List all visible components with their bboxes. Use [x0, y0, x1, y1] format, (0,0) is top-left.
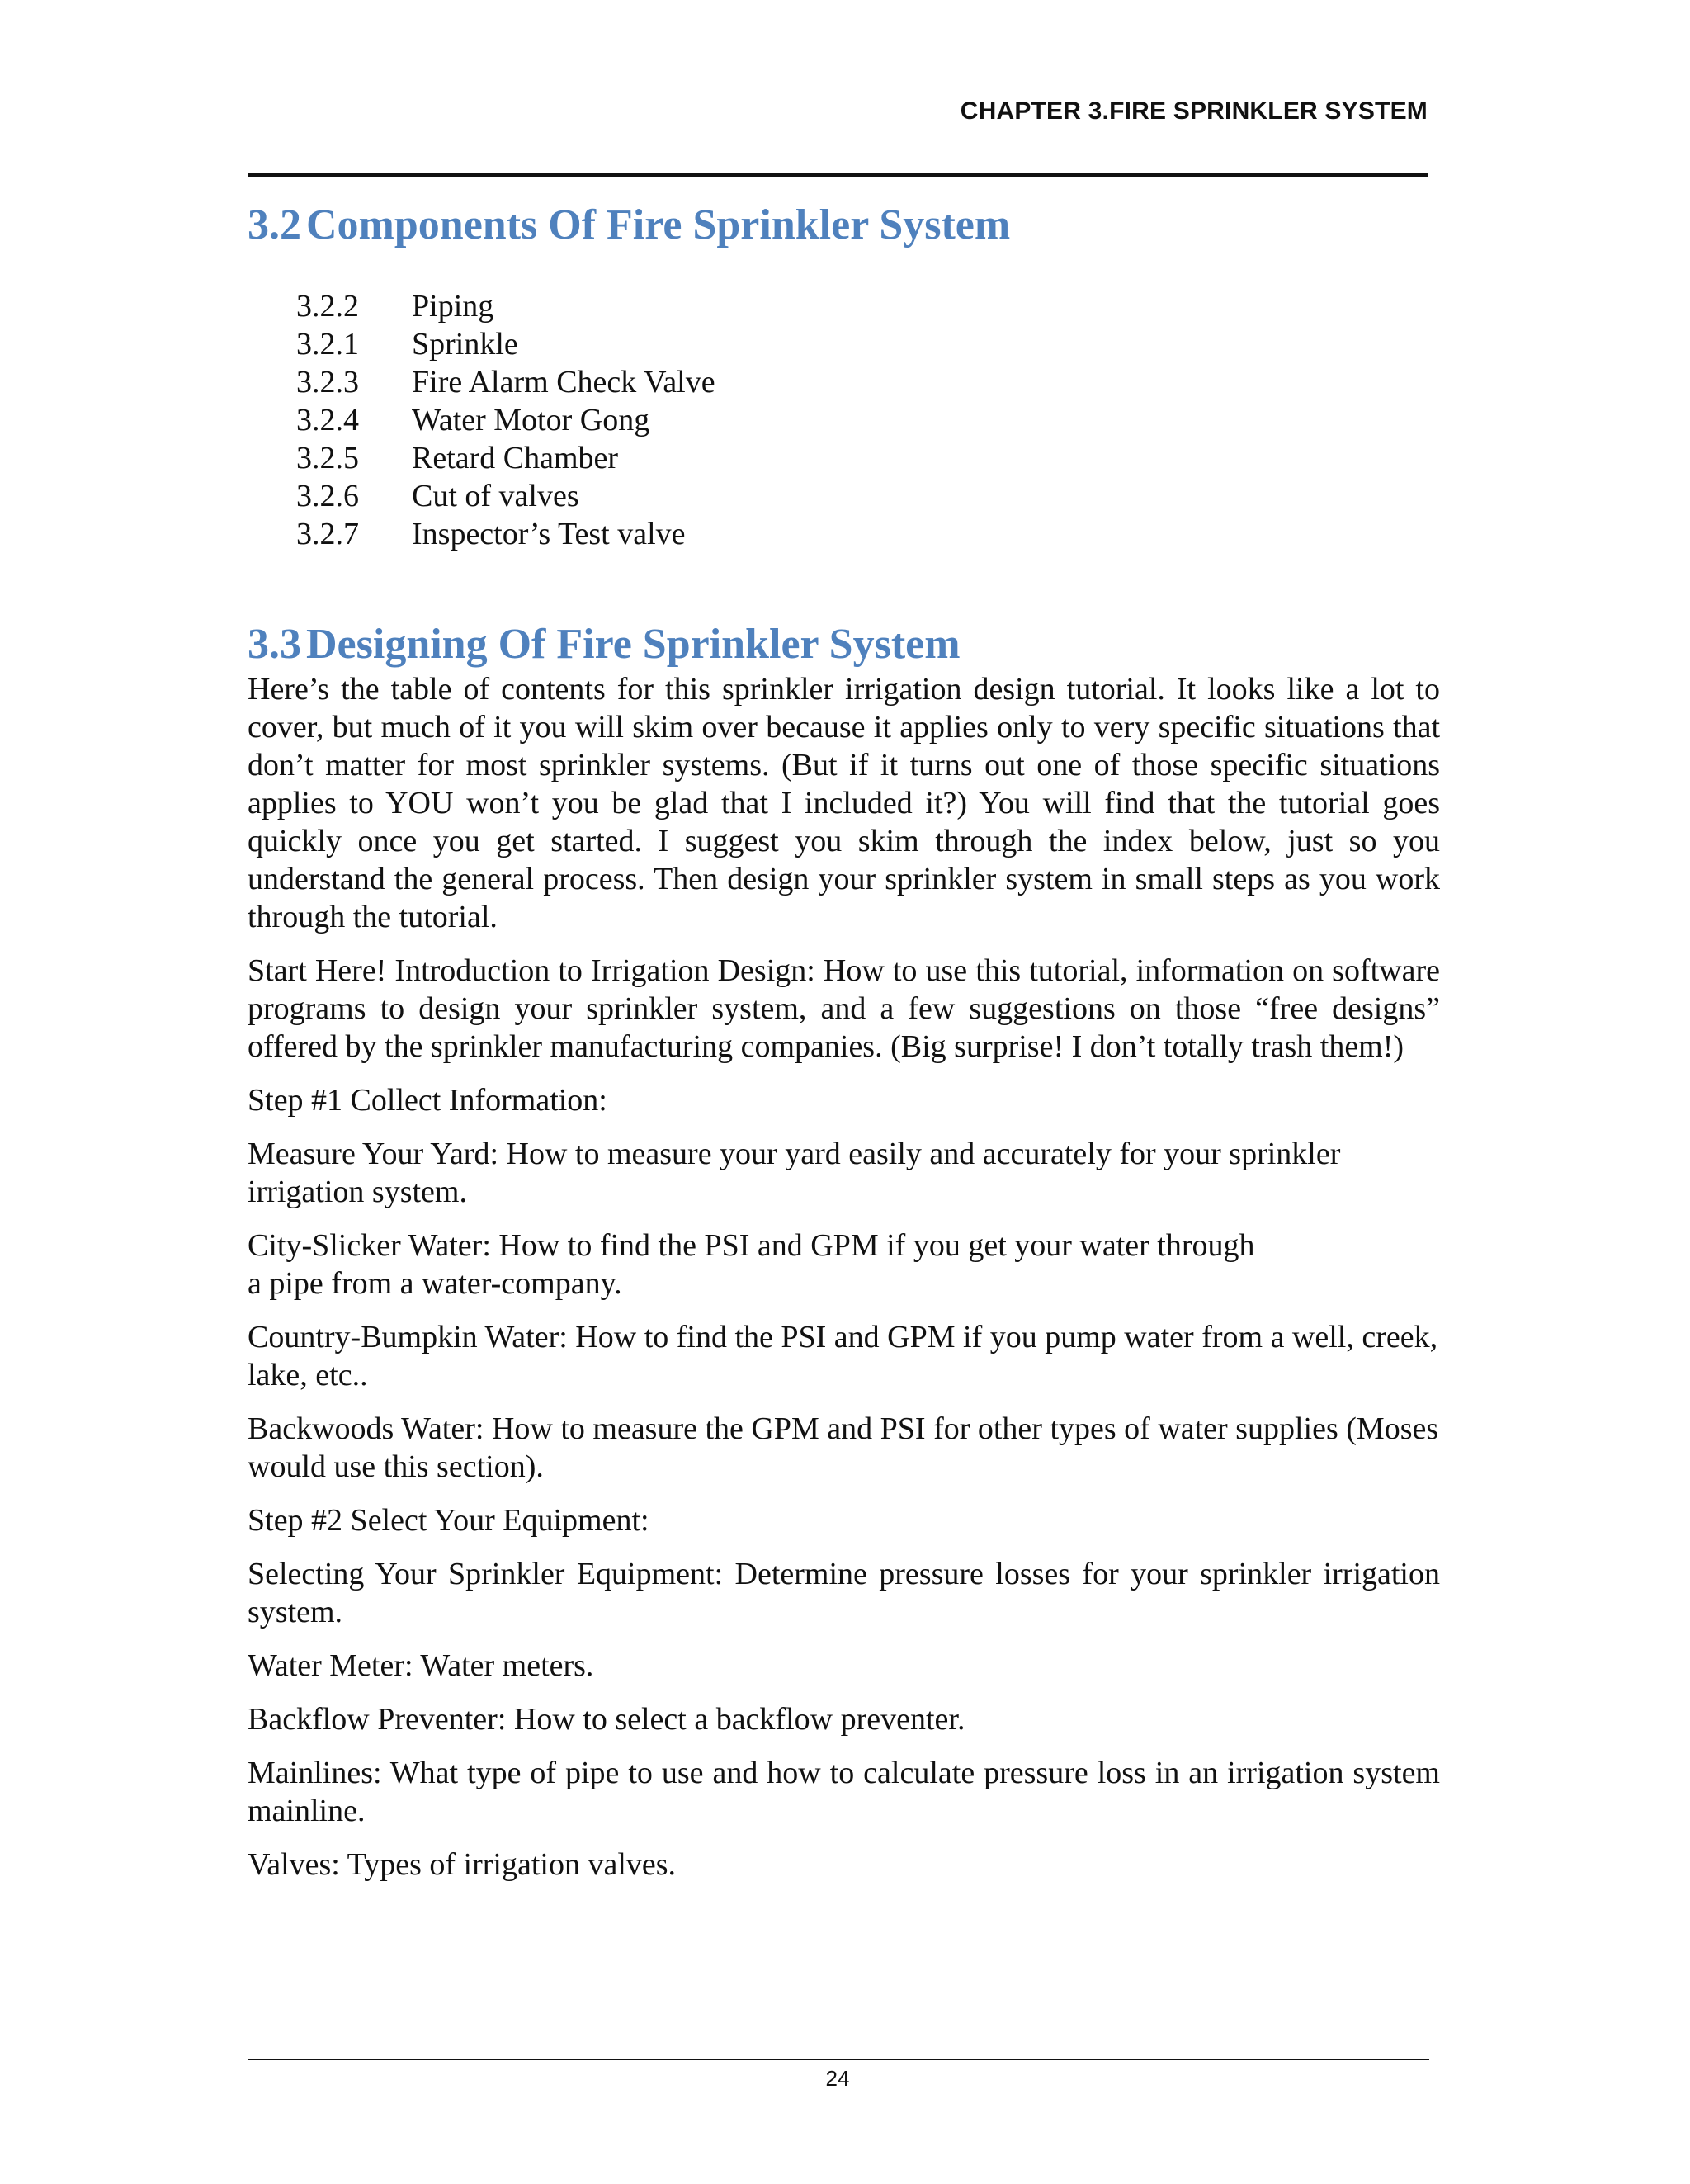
item-label: Cut of valves: [412, 479, 579, 513]
paragraph-intro: Here’s the table of contents for this sprinkler irrigation design tutorial. It looks like a lot to cover, but much of it you will skim over because it applies only to very specific situations that don’t matter for most sprinkler systems. (But if it turns out one of those specific situations applies to YOU won’t you be glad that I included it?) You will find that the tutorial goes quickly once you get started. I suggest you skim through the index below, just so you understand the general process. Then design your sprinkler system in small steps as you work through the tutorial.: [248, 672, 1440, 934]
item-number: 3.2.7: [296, 517, 359, 551]
paragraph-mainlines: Mainlines: What type of pipe to use and how to calculate pressure loss in an irrigation system mainline.: [248, 1756, 1440, 1828]
section-number: 3.2: [248, 201, 301, 248]
paragraph-city-slicker: City-Slicker Water: How to find the PSI and GPM if you get your water through: [248, 1228, 1255, 1263]
paragraph-city-slicker-cont: a pipe from a water-company.: [248, 1266, 622, 1301]
list-item: [296, 439, 715, 477]
item-label: Sprinkle: [412, 327, 518, 362]
paragraph-measure-yard: Measure Your Yard: How to measure your yard easily and accurately for your sprinkler irrigation system.: [248, 1137, 1341, 1209]
item-number: 3.2.3: [296, 365, 359, 399]
list-item: [296, 477, 715, 515]
list-item: [296, 401, 715, 439]
section-title: Components Of Fire Sprinkler System: [306, 201, 1011, 248]
list-item: [296, 363, 715, 401]
section-heading-3-3: [248, 621, 961, 668]
paragraph-step-1: Step #1 Collect Information:: [248, 1083, 607, 1118]
item-label: Fire Alarm Check Valve: [412, 365, 715, 399]
item-number: 3.2.4: [296, 403, 359, 437]
list-item: [296, 325, 715, 363]
paragraph-water-meter: Water Meter: Water meters.: [248, 1648, 594, 1683]
list-item: [296, 515, 715, 553]
paragraph-start-here: Start Here! Introduction to Irrigation Design: How to use this tutorial, information on software programs to design your sprinkler system, and a few suggestions on those “free designs” offered by the sprinkler manufacturing companies. (Big surprise! I don’t totally trash them!): [248, 953, 1440, 1064]
item-number: 3.2.5: [296, 441, 359, 475]
section-heading-3-2: [248, 201, 1010, 248]
page-number: 24: [825, 2066, 850, 2091]
item-number: 3.2.2: [296, 289, 359, 324]
list-item: [296, 287, 715, 325]
section-title: Designing Of Fire Sprinkler System: [306, 621, 961, 668]
item-label: Inspector’s Test valve: [412, 517, 686, 551]
paragraph-backwoods: Backwoods Water: How to measure the GPM and PSI for other types of water supplies (Moses would use this section).: [248, 1411, 1439, 1484]
running-header: CHAPTER 3.FIRE SPRINKLER SYSTEM: [960, 97, 1428, 125]
component-list: [296, 287, 715, 553]
item-number: 3.2.6: [296, 479, 359, 513]
item-number: 3.2.1: [296, 327, 359, 362]
header-rule: [248, 173, 1428, 177]
body-text: [248, 670, 1440, 1899]
item-label: Water Motor Gong: [412, 403, 650, 437]
section-number: 3.3: [248, 621, 301, 668]
paragraph-valves: Valves: Types of irrigation valves.: [248, 1847, 677, 1882]
paragraph-selecting-equipment: Selecting Your Sprinkler Equipment: Determine pressure losses for your sprinkler irrigation system.: [248, 1557, 1440, 1629]
footer-rule: [248, 2059, 1429, 2060]
paragraph-country-bumpkin: Country-Bumpkin Water: How to find the PSI and GPM if you pump water from a well, creek, lake, etc..: [248, 1320, 1438, 1392]
paragraph-step-2: Step #2 Select Your Equipment:: [248, 1503, 649, 1538]
item-label: Piping: [412, 289, 494, 324]
paragraph-backflow: Backflow Preventer: How to select a backflow preventer.: [248, 1702, 965, 1737]
item-label: Retard Chamber: [412, 441, 619, 475]
